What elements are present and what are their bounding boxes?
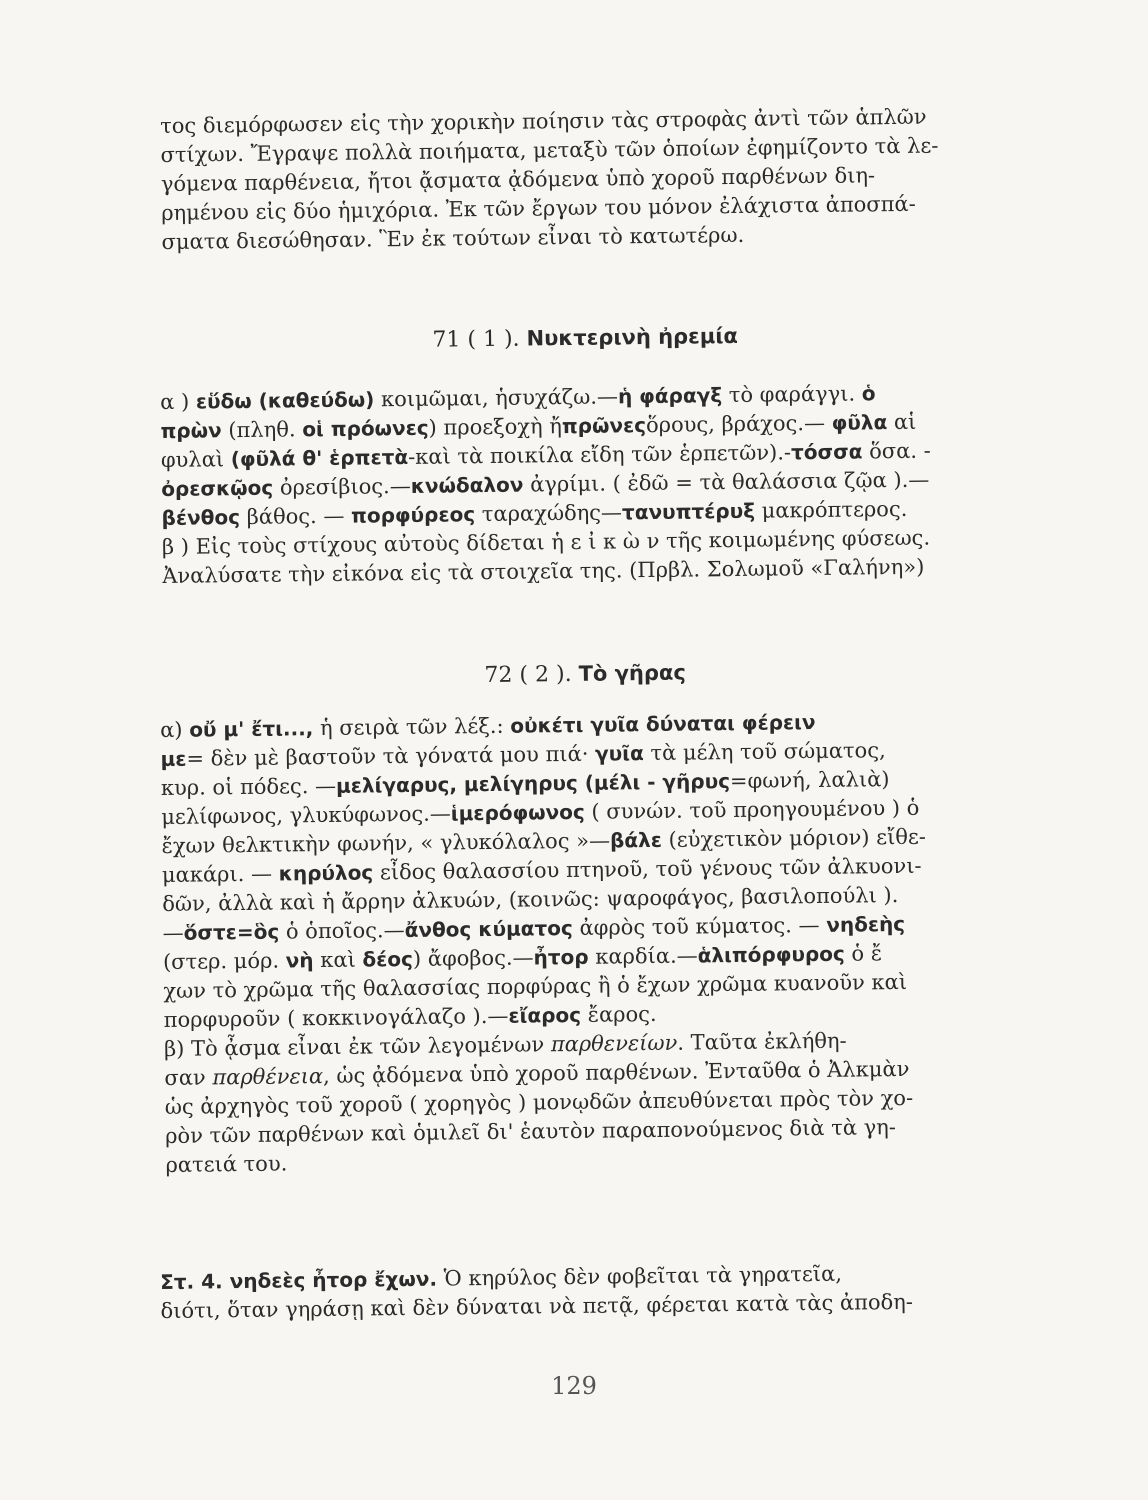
verse-note [160,1258,1011,1326]
text-run: Ἀναλύσατε τὴν εἰκόνα εἰς τὰ στοιχεῖα της. (Πρβλ. Σολωμοῦ «Γαλήνη») [162,554,925,588]
section-71-number: 71 ( 1 ). [432,326,520,353]
bold-term: οὔ μ' ἔτι..., [189,716,314,742]
text-run: αἱ [887,409,917,435]
bold-term: γυῖα [594,741,644,766]
text-run: πορφυροῦν ( κοκκινογάλαζο ).— [163,1003,509,1032]
section-71-title: Νυκτερινὴ ἠρεμία [526,323,739,351]
text-run: , ὡς ᾀδόμενα ὑπὸ χοροῦ παρθένων. Ἐνταῦθα ὁ Ἀλκμὰν [322,1056,910,1089]
text-run: Ὁ κηρύλος δὲν φοβεῖται τὰ γηρατεῖα, [436,1261,843,1291]
text-run: ὁ ἔ [844,941,883,966]
text-run: ἀφρὸς τοῦ κύματος. — [572,912,827,940]
bold-term: βάλε [609,827,663,853]
text-run: κοιμῶμαι, ἡσυχάζω.— [374,384,619,412]
text-run: ) ἄφοβος.— [412,945,534,971]
bold-term: τόσσα [790,439,863,465]
bold-term: τανυπτέρυξ [621,498,756,525]
intro-line: στίχων. Ἔγραψε πολλὰ ποιήματα, μεταξὺ τῶν ὁποίων ἐφημίζοντο τὰ λε- [160,133,939,167]
text-run: κυρ. οἱ πόδες. — [160,773,337,800]
text-run: παρθένεια [212,1064,324,1090]
text-run: α) [160,717,190,742]
intro-line: τος διεμόρφωσεν εἰς τὴν χορικὴν ποίησιν τὰς στροφὰς ἀντὶ τῶν ἁπλῶν [160,104,927,138]
bold-term: ἱμερόφωνος [450,799,585,826]
bold-term: ὀρεσκῷος [161,475,274,501]
text-run: (στερ. μόρ. [162,948,286,974]
section-72-body [160,706,1016,1180]
text-run: ὅρους, βράχος.— [645,410,832,438]
text-run: μακάρι. — [161,861,279,887]
text-run: εἶδος θαλασσίου πτηνοῦ, τοῦ γένους τῶν ἀλκυονι- [373,853,922,885]
text-run: (πληθ. [221,417,303,443]
intro-line: γόμενα παρθένεια, ἤτοι ᾄσματα ᾀδόμενα ὑπὸ χοροῦ παρθένων διη- [160,163,876,196]
section-71-heading [160,318,1010,359]
page-number: 129 [551,1372,597,1400]
text-run: παρθενείων [550,1030,678,1057]
text-run: ὁ ὁποῖος.— [279,918,405,944]
text-run: ἡ σειρὰ τῶν λέξ.: [313,713,511,741]
text-run: β) Τὸ ᾆσμα εἶναι ἐκ τῶν λεγομένων [163,1032,552,1061]
text-run: φυλαὶ [160,447,231,472]
bold-term: πορφύρεος [350,502,476,528]
bold-term: οἱ πρόωνες [302,415,429,442]
bold-term: μελίγαρυς, μελίγηρυς (μέλι - γῆρυς [335,769,731,798]
bold-term: ὁ [861,381,876,406]
text-run: ὅσα. - [862,438,931,464]
bold-term: εὕδω (καθεύδω) [195,387,375,414]
intro-line: σματα διεσώθησαν. Ἓν ἐκ τούτων εἶναι τὸ κατωτέρω. [161,222,745,254]
bold-term: με [160,746,187,771]
bold-term: ἁλιπόρφυρος [697,941,845,968]
bold-term: εἴαρος [508,1002,582,1028]
text-run: ρὸν τῶν παρθένων καὶ ὁμιλεῖ δι' ἑαυτὸν παραπονούμενος διὰ τὰ γη- [164,1115,897,1148]
text-run: καὶ [313,947,363,973]
bold-term: βένθος [161,505,241,530]
text-run: τὰ μέλη τοῦ σώματος, [643,738,886,766]
text-run: = δὲν μὲ βαστοῦν τὰ γόνατά μου πιά· [186,741,596,771]
section-72-number: 72 ( 2 ). [484,661,572,689]
bold-term: νηδεὴς [826,911,906,937]
text-run: ( συνών. τοῦ προηγουμένου ) ὁ [584,795,920,824]
text-run: διότι, ὅταν γηράσῃ καὶ δὲν δύναται νὰ πετᾷ, φέρεται κατὰ τὰς ἀποδη- [160,1289,914,1323]
bold-term: οὐκέτι γυῖα δύναται φέρειν [510,709,816,738]
intro-line: ρημένου εἰς δύο ἡμιχόρια. Ἐκ τῶν ἔργων του μόνον ἐλάχιστα ἀποσπά- [161,191,916,225]
text-run: μακρόπτερος. [754,496,908,523]
bold-term: πρῶνες [561,413,647,439]
text-run: (εὐχετικὸν μόριον) εἴθε- [661,824,927,852]
bold-term: ἦτορ [533,944,589,970]
text-run: μελίφωνος, γλυκύφωνος.— [161,801,451,829]
text-run: ὀρεσίβιος.— [273,473,411,500]
bold-term: νὴ [285,948,314,973]
intro-paragraph [160,102,1012,257]
bold-term: (φῦλά θ' ἑρπετὰ [230,444,409,472]
bold-term: δέος [362,946,414,972]
text-run: τὸ φαράγγι. [721,381,862,408]
bold-term: κνώδαλον [410,472,524,498]
bold-term: ὅστε=ὃς [183,919,280,945]
text-run: καρδία.— [588,943,698,969]
text-run: β ) Εἰς τοὺς στίχους αὐτοὺς δίδεται ἡ ε ἰ κ ὼ ν τῆς κοιμωμένης φύσεως. [161,525,931,559]
text-run: βάθος. — [239,503,352,530]
text-run: δῶν, ἀλλὰ καὶ ἡ ἄρρην ἀλκυών, (κοινῶς: ψαροφάγος, βασιλοπούλι ). [162,882,899,916]
text-run: — [162,920,184,945]
text-run: ταραχώδης— [474,500,623,527]
text-run: ) προεξοχὴ ἤ [428,414,563,440]
text-run: . Ταῦτα ἐκλήθη- [677,1028,847,1055]
section-72-title: Τὸ γῆρας [578,660,686,686]
text-run: =φωνή, λαλιὰ) [729,767,890,794]
text-run: χων τὸ χρῶμα τῆς θαλασσίας πορφύρας ἢ ὁ ἔχων χρῶμα κυανοῦν καὶ [163,969,908,1003]
bold-term: πρὼν [160,418,222,443]
section-72-heading [160,654,1010,695]
text-run: ὡς ἀρχηγὸς τοῦ χοροῦ ( χορηγὸς ) μονῳδῶν ἀπευθύνεται πρὸς τὸν χο- [164,1085,914,1119]
text-run: ἔχων θελκτικὴν φωνήν, « γλυκόλαλος »— [161,828,611,858]
bold-term: ἡ φάραγξ [617,383,723,409]
text-run: ἔαρος. [580,1001,657,1027]
bold-term: Στ. 4. νηδεὲς ἦτορ ἔχων. [160,1266,438,1294]
bold-term: ἄνθος κύματος [404,915,573,943]
section-71-body [160,378,1012,591]
bold-term: κηρύλος [278,860,374,886]
bold-term: φῦλα [831,410,888,435]
text-run: σαν [164,1065,213,1090]
text-run: ἀγρίμι. ( ἐδῶ = τὰ θαλάσσια ζῷα ).— [523,467,930,497]
text-run: ρατειά του. [165,1151,288,1177]
text-run: α ) [160,389,197,414]
text-run: -καὶ τὰ ποικίλα εἴδη τῶν ἑρπετῶν).- [407,440,792,469]
